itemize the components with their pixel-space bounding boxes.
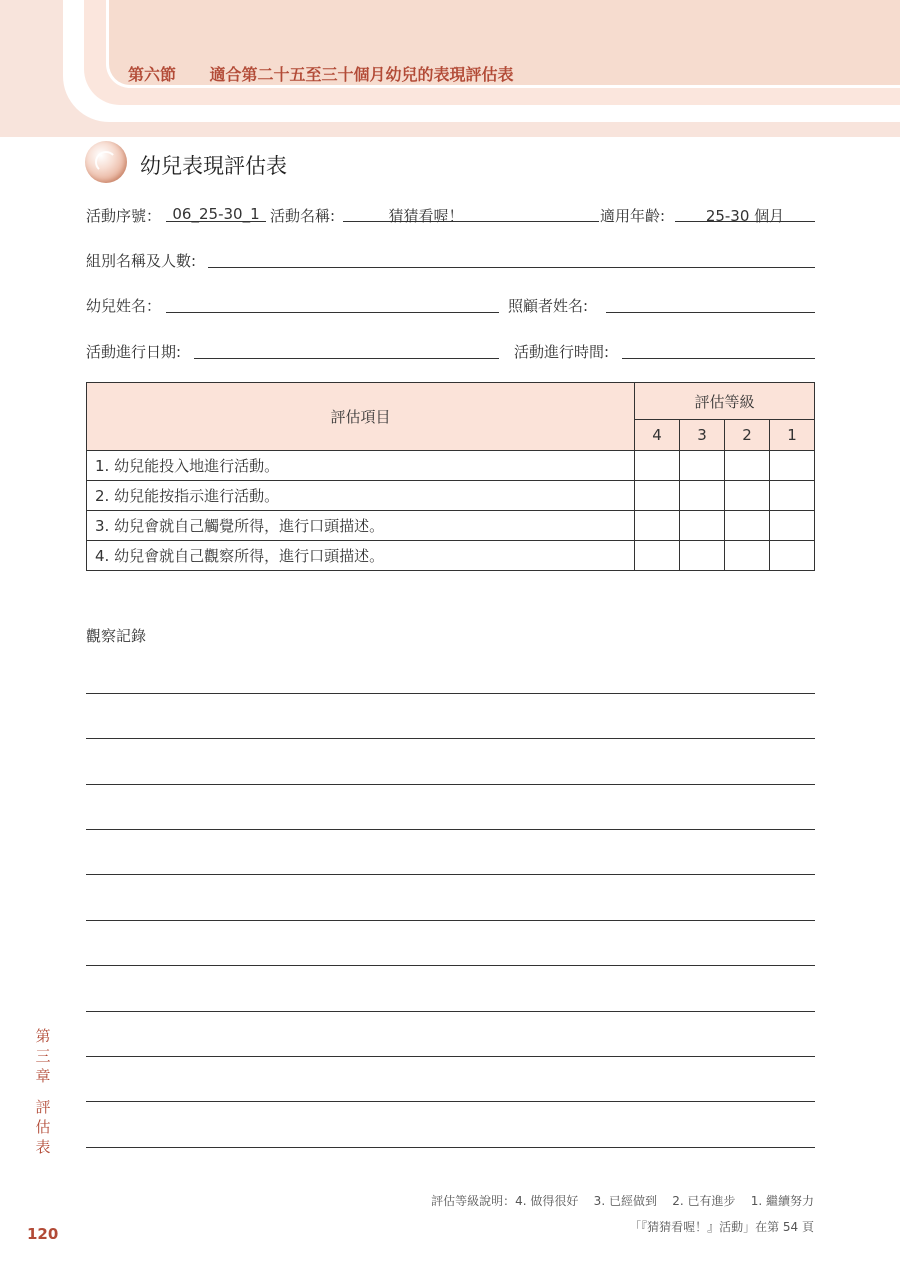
grade-cell[interactable] [680,451,725,481]
grade-cell[interactable] [725,511,770,541]
notes-label: 觀察記錄 [86,627,147,645]
grade-cell[interactable] [680,541,725,571]
row-item-text: 1. 幼兒能投入地進行活動。 [87,451,635,481]
grade-cell[interactable] [770,511,815,541]
table-row [87,481,815,511]
age-label: 適用年齡: [600,207,666,225]
grade-cell[interactable] [635,541,680,571]
grade-cell[interactable] [680,511,725,541]
age-value: 25-30 個月 [705,207,785,225]
grade-cell[interactable] [770,481,815,511]
grade-cell[interactable] [725,481,770,511]
child-name-line[interactable] [166,312,499,313]
page-number: 120 [27,1225,59,1243]
note-line[interactable] [86,965,815,966]
row-item-text: 3. 幼兒會就自己觸覺所得，進行口頭描述。 [87,511,635,541]
grade-cell[interactable] [725,451,770,481]
grade-level-4: 4 [635,420,680,451]
grade-cell[interactable] [725,541,770,571]
grade-cell[interactable] [635,511,680,541]
table-row [87,541,815,571]
group-label: 組別名稱及人數: [86,252,197,270]
grade-cell[interactable] [680,481,725,511]
time-line[interactable] [622,358,815,359]
activity-no-value: 06_25-30_1 [172,205,260,223]
grade-level-1: 1 [770,420,815,451]
note-line[interactable] [86,1101,815,1102]
side-chapter-label: 第三章 [35,1027,51,1085]
note-line[interactable] [86,1011,815,1012]
activity-name-value: 猜猜看喔！ [388,207,464,225]
activity-name-label: 活動名稱: [270,207,336,225]
table-row [87,511,815,541]
evaluation-table [86,382,815,571]
section-heading [128,62,513,85]
note-line[interactable] [86,1056,815,1057]
caregiver-label: 照顧者姓名: [508,297,589,315]
table-row [87,451,815,481]
grade-level-2: 2 [725,420,770,451]
row-item-text: 2. 幼兒能按指示進行活動。 [87,481,635,511]
date-line[interactable] [194,358,499,359]
note-line[interactable] [86,693,815,694]
grade-cell[interactable] [635,451,680,481]
note-line[interactable] [86,1147,815,1148]
section-label: 第六節 [128,65,177,84]
item-header: 評估項目 [87,383,635,451]
note-line[interactable] [86,784,815,785]
section-title: 適合第二十五至三十個月幼兒的表現評估表 [209,65,514,84]
row-item-text: 4. 幼兒會就自己觀察所得，進行口頭描述。 [87,541,635,571]
child-name-label: 幼兒姓名： [86,297,162,315]
note-line[interactable] [86,920,815,921]
caregiver-line[interactable] [606,312,815,313]
time-label: 活動進行時間: [514,343,610,361]
activity-no-label: 活動序號： [86,207,162,225]
note-line[interactable] [86,829,815,830]
activity-reference: 「『猜猜看喔！』活動」在第 54 頁 [629,1220,814,1234]
date-label: 活動進行日期: [86,343,182,361]
bubble-icon [85,141,127,183]
grade-header: 評估等級 [635,383,815,420]
grade-level-3: 3 [680,420,725,451]
side-subtitle-label: 評估表 [35,1098,51,1156]
grade-legend: 評估等級說明：4. 做得很好 3. 已經做到 2. 已有進步 1. 繼續努力 [431,1194,814,1208]
grade-cell[interactable] [770,451,815,481]
group-line[interactable] [208,267,815,268]
grade-cell[interactable] [770,541,815,571]
note-line[interactable] [86,738,815,739]
note-line[interactable] [86,874,815,875]
grade-cell[interactable] [635,481,680,511]
page-title: 幼兒表現評估表 [140,154,287,178]
